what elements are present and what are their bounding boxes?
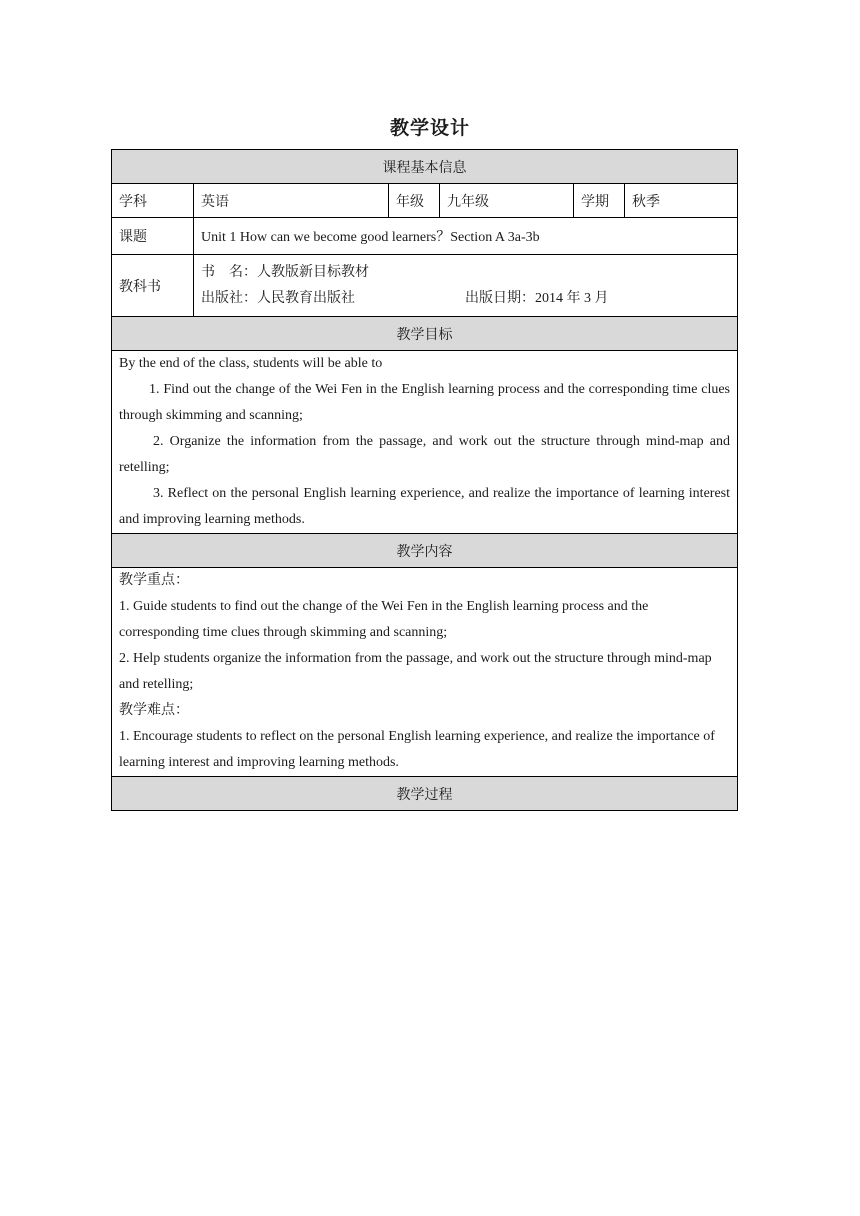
publish-date-text: 出版日期：2014 年 3 月 [465,290,609,306]
objective-item-2: 2. Organize the information from the passage, and work out the structure through mind-map and retelling; [119,434,730,475]
objectives-body [112,351,738,534]
term-label: 学期 [574,184,625,218]
key-points-label: 教学重点： [119,573,189,588]
objectives-intro: By the end of the class, students will be able to [119,356,383,371]
objectives-header-row [112,317,738,351]
basic-info-header: 课程基本信息 [112,150,738,184]
lesson-plan-table [111,149,738,811]
process-header-row [112,777,738,811]
textbook-row [112,255,738,317]
topic-row [112,218,738,255]
objective-item-3: 3. Reflect on the personal English learning experience, and realize the importance of learning interest and improving learning methods. [119,486,730,527]
objective-item-1: 1. Find out the change of the Wei Fen in the English learning process and the corresponding time clues through skimming and scanning; [119,382,730,423]
document-title: 教学设计 [389,117,470,139]
content-header: 教学内容 [112,534,738,568]
difficulties-label: 教学难点： [119,703,189,718]
textbook-info [194,255,738,317]
content-body [112,568,738,777]
process-header: 教学过程 [112,777,738,811]
content-row [112,568,738,777]
term-value: 秋季 [625,184,738,218]
book-name-line: 书 名：人教版新目标教材 [201,264,369,280]
grade-label: 年级 [389,184,440,218]
textbook-label: 教科书 [112,255,194,317]
subject-value: 英语 [194,184,389,218]
publisher-line [201,286,730,312]
objectives-row [112,351,738,534]
difficulty-item-1: 1. Encourage students to reflect on the personal English learning experience, and realize the importance of learning interest and improving learning methods. [119,729,715,770]
objectives-header: 教学目标 [112,317,738,351]
topic-value: Unit 1 How can we become good learners？Section A 3a-3b [194,218,738,255]
subject-grade-term-row [112,184,738,218]
publisher-text: 出版社：人民教育出版社 [201,290,355,306]
subject-label: 学科 [112,184,194,218]
grade-value: 九年级 [440,184,574,218]
basic-info-header-row [112,150,738,184]
key-point-item-1: 1. Guide students to find out the change of the Wei Fen in the English learning process and the corresponding time clues through skimming and scanning; [119,599,649,640]
topic-label: 课题 [112,218,194,255]
content-header-row [112,534,738,568]
key-point-item-2: 2. Help students organize the information from the passage, and work out the structure through mind-map and retelling; [119,651,712,692]
